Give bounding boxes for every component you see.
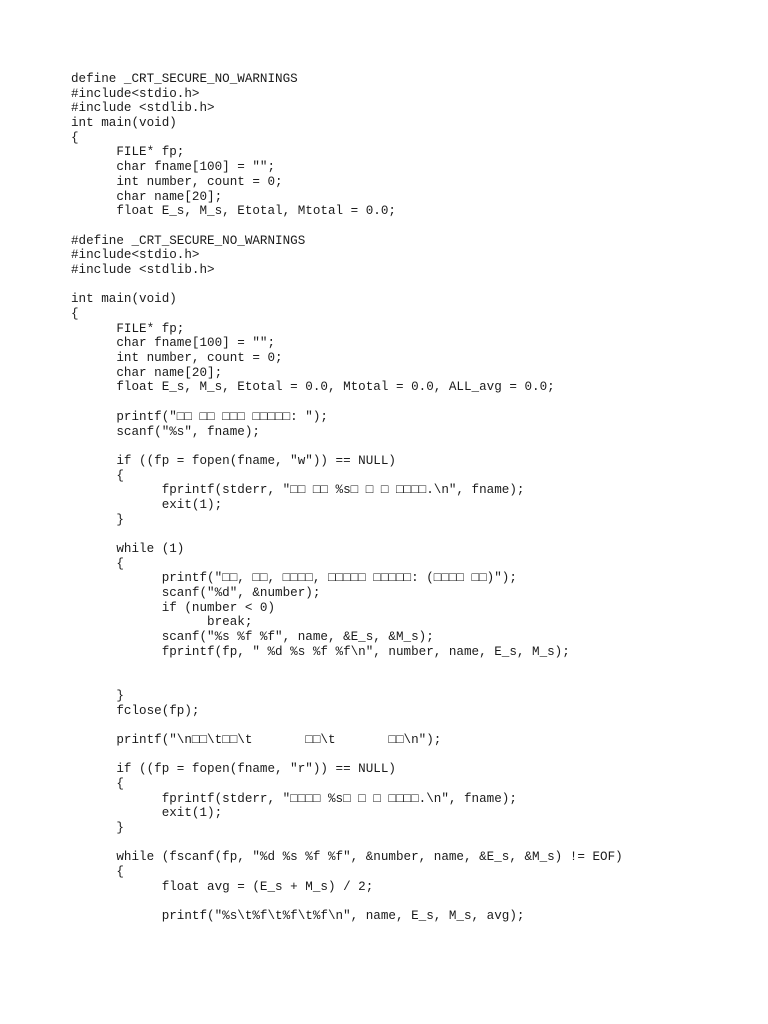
code-line: if ((fp = fopen(fname, "r")) == NULL)	[71, 762, 396, 777]
code-line: int number, count = 0;	[71, 174, 283, 189]
code-line: float E_s, M_s, Etotal, Mtotal = 0.0;	[71, 204, 396, 219]
code-line: #include <stdlib.h>	[71, 262, 215, 277]
code-line	[71, 527, 751, 542]
code-line: if ((fp = fopen(fname, "w")) == NULL)	[71, 453, 396, 468]
code-line: FILE* fp;	[71, 145, 185, 160]
code-line	[71, 674, 751, 689]
code-line: }	[71, 821, 124, 836]
code-line: break;	[71, 615, 253, 630]
code-line: {	[71, 865, 124, 880]
code-line: scanf("%d", &number);	[71, 586, 321, 601]
code-line: while (fscanf(fp, "%d %s %f %f", &number, name, &E_s, &M_s) != EOF)	[71, 850, 623, 865]
code-line: {	[71, 130, 79, 145]
code-line: #include<stdio.h>	[71, 248, 200, 263]
code-listing	[71, 72, 751, 924]
code-line: scanf("%s %f %f", name, &E_s, &M_s);	[71, 630, 434, 645]
code-line: {	[71, 777, 124, 791]
code-line: fprintf(stderr, "□□ □□ %s□ □ □ □□□□.\n", fname);	[71, 483, 525, 498]
code-line: #include <stdlib.h>	[71, 101, 215, 116]
code-line: }	[71, 688, 124, 703]
code-line: if (number < 0)	[71, 600, 276, 615]
code-line: fprintf(fp, " %d %s %f %f\n", number, name, E_s, M_s);	[71, 644, 570, 659]
code-line: int main(void)	[71, 292, 177, 307]
code-line: printf("\n□□\t□□\t □□\t □□\n");	[71, 732, 442, 747]
code-line	[71, 278, 751, 293]
code-line: printf("□□, □□, □□□□, □□□□□ □□□□□: (□□□□ □□)");	[71, 571, 517, 586]
code-line: printf("%s\t%f\t%f\t%f\n", name, E_s, M_s, avg);	[71, 909, 525, 924]
code-line: }	[71, 512, 124, 527]
code-line: {	[71, 307, 79, 321]
code-line: exit(1);	[71, 497, 223, 512]
code-line	[71, 836, 751, 851]
code-line: int main(void)	[71, 116, 177, 131]
code-line: FILE* fp;	[71, 321, 185, 336]
code-line: char fname[100] = "";	[71, 160, 276, 175]
code-line: fclose(fp);	[71, 703, 200, 718]
code-line	[71, 660, 751, 675]
code-line: int number, count = 0;	[71, 351, 283, 366]
code-line: char fname[100] = "";	[71, 336, 276, 351]
code-line	[71, 748, 751, 763]
code-line	[71, 219, 751, 234]
code-line	[71, 895, 751, 910]
code-line: char name[20];	[71, 189, 223, 204]
code-line: {	[71, 556, 124, 571]
code-line: fprintf(stderr, "□□□□ %s□ □ □ □□□□.\n", fname);	[71, 791, 517, 806]
code-line: float avg = (E_s + M_s) / 2;	[71, 879, 374, 894]
code-line	[71, 718, 751, 733]
code-line: float E_s, M_s, Etotal = 0.0, Mtotal = 0.0, ALL_avg = 0.0;	[71, 380, 555, 395]
code-line: define _CRT_SECURE_NO_WARNINGS	[71, 72, 298, 86]
code-line: printf("□□ □□ □□□ □□□□□: ");	[71, 409, 328, 424]
code-line: scanf("%s", fname);	[71, 424, 260, 439]
code-line: char name[20];	[71, 365, 223, 380]
code-line: #define _CRT_SECURE_NO_WARNINGS	[71, 233, 306, 248]
code-line: exit(1);	[71, 806, 223, 821]
code-line	[71, 395, 751, 410]
code-line	[71, 439, 751, 454]
code-line: #include<stdio.h>	[71, 86, 200, 101]
code-line: while (1)	[71, 542, 185, 556]
code-line: {	[71, 468, 124, 483]
